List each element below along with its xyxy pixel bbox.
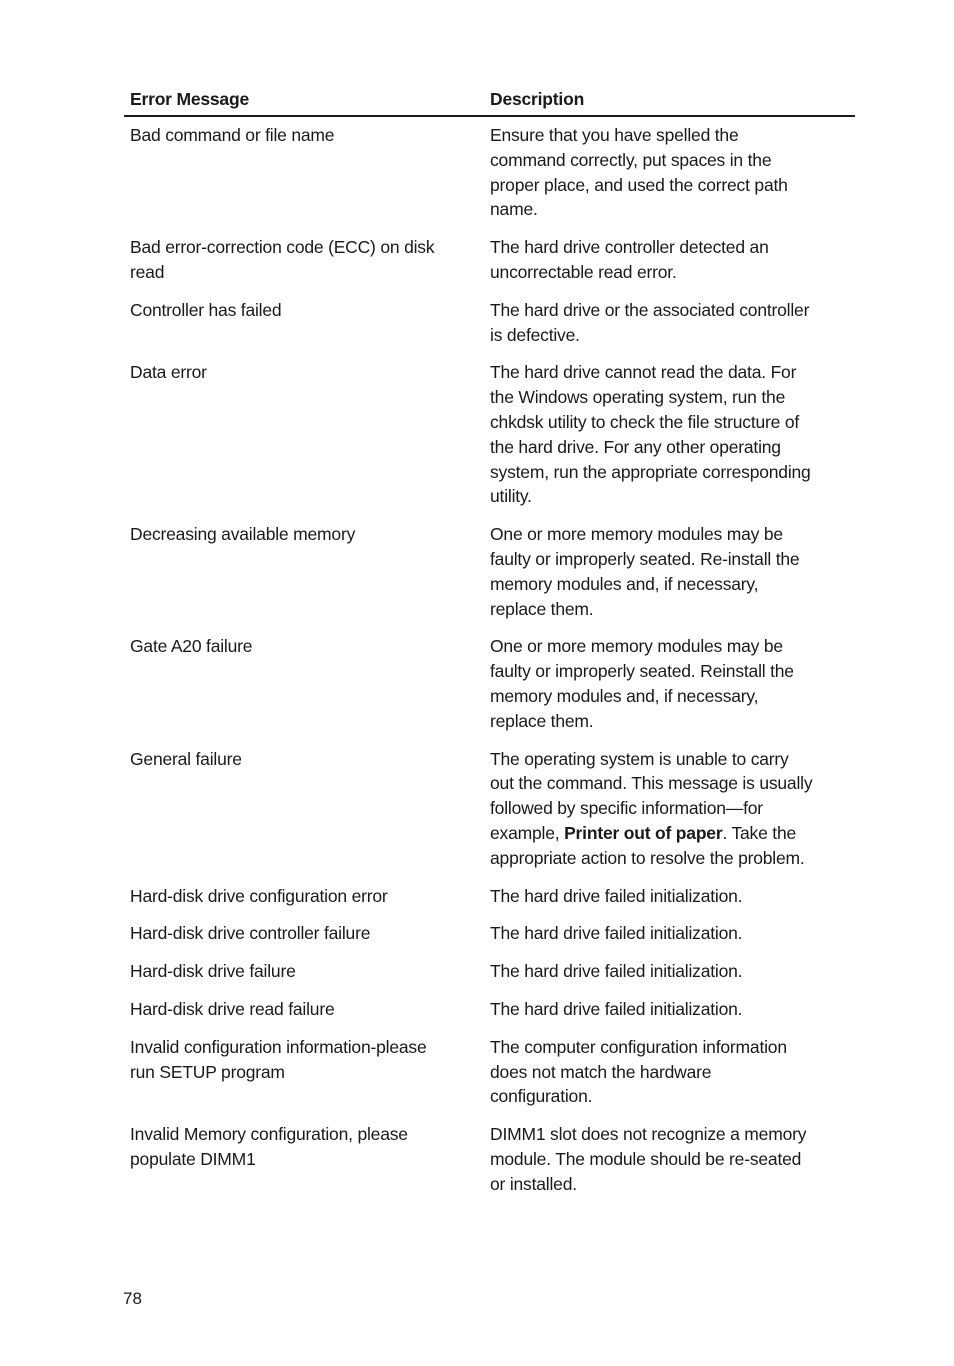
description-cell: One or more memory modules may be faulty or improperly seated. Reinstall the memory modules and, if necessary, replace them. [490,636,794,731]
table-header-row [124,86,855,117]
table-body [124,117,855,1209]
error-message-cell: Decreasing available memory [130,524,356,545]
table-row [124,997,855,1035]
table-row [124,298,855,361]
description-text: . Take the appropriate action to resolve the problem. [490,822,805,868]
description-text: The operating system is unable to carry out the command. This message is usually followed by specific information—for example, [490,748,813,843]
table-row [124,1122,855,1209]
description-cell: The hard drive or the associated controller is defective. [490,299,810,345]
error-message-cell: Hard-disk drive configuration error [130,885,388,906]
description-cell: Ensure that you have spelled the command correctly, put spaces in the proper place, and used the correct path name. [490,125,788,220]
header-description: Description [490,89,585,109]
table-row [124,123,855,235]
printer-out-of-paper-message: Printer out of paper [564,822,723,843]
header-error-message: Error Message [130,89,249,109]
description-cell: The hard drive failed initialization. [490,961,743,982]
table-row [124,522,855,634]
description-cell: The hard drive failed initialization. [490,885,743,906]
table-row [124,235,855,298]
page-number: 78 [123,1289,142,1308]
table-row [124,634,855,746]
table-row [124,747,855,884]
description-cell [490,747,855,871]
error-message-cell: Invalid Memory configuration, please populate DIMM1 [130,1124,408,1169]
error-message-cell: Gate A20 failure [130,636,253,657]
table-row [124,921,855,959]
error-message-cell: Bad error-correction code (ECC) on disk read [130,237,435,282]
error-message-cell: Invalid configuration information-please run SETUP program [130,1036,427,1082]
error-message-cell: Hard-disk drive controller failure [130,923,371,944]
table-row [124,360,855,522]
error-message-cell: Hard-disk drive failure [130,961,296,982]
description-cell: The hard drive failed initialization. [490,923,743,944]
error-message-cell: Hard-disk drive read failure [130,998,335,1019]
error-message-cell: Controller has failed [130,299,282,320]
error-message-cell: Bad command or file name [130,125,335,145]
error-message-table [124,86,855,1209]
table-row [124,884,855,922]
error-message-cell: General failure [130,748,242,769]
description-cell: DIMM1 slot does not recognize a memory module. The module should be re-seated or installed. [490,1124,807,1194]
description-cell: The hard drive controller detected an uncorrectable read error. [490,237,769,282]
description-cell: The hard drive failed initialization. [490,998,743,1019]
description-cell: The hard drive cannot read the data. For the Windows operating system, run the chkdsk utility to check the file structure of the hard drive. For any other operating system, run the appropriate corresponding utility. [490,362,811,507]
error-message-cell: Data error [130,362,207,383]
description-cell: One or more memory modules may be faulty or improperly seated. Re-install the memory modules and, if necessary, replace them. [490,524,800,619]
table-row [124,959,855,997]
description-cell: The computer configuration information does not match the hardware configuration. [490,1036,787,1107]
table-row [124,1035,855,1122]
